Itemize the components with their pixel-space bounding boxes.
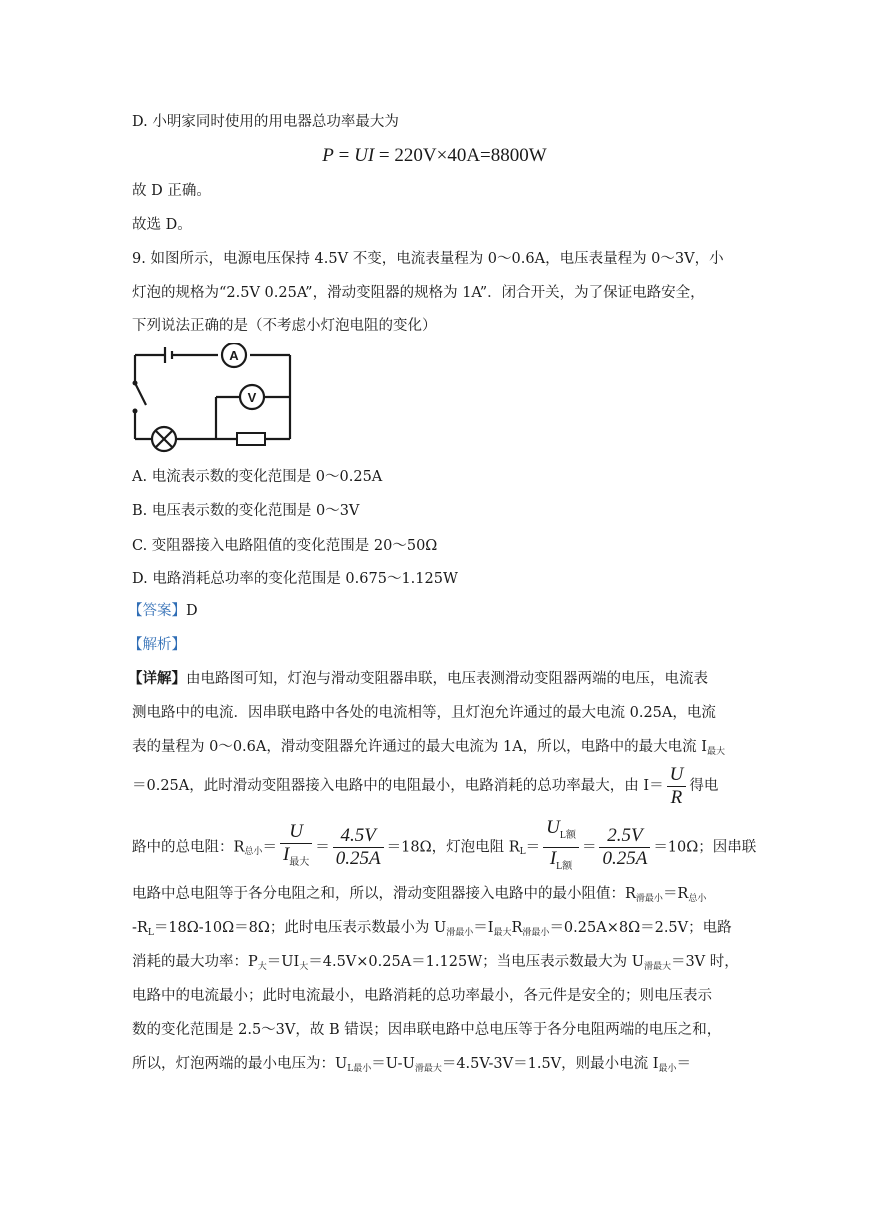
- choose-d: 故选 D。: [132, 217, 192, 233]
- question-text-1: 如图所示，电源电压保持 4.5V 不变，电流表量程为 0～0.6A，电压表量程为 0～3V，小: [150, 251, 724, 267]
- detail-line-9: 电路中的电流最小；此时电流最小，电路消耗的总功率最小，各元件是安全的；则电压表示: [132, 988, 712, 1004]
- detail-line-10: 数的变化范围是 2.5～3V，故 B 错误；因串联电路中总电压等于各分电阻两端的电压之和，: [132, 1022, 722, 1038]
- detail-text-5a: 路中的总电阻：R: [132, 839, 245, 856]
- question-number: 9.: [132, 251, 146, 267]
- option-c: C. 变阻器接入电路阻值的变化范围是 20～50Ω: [132, 538, 438, 554]
- ammeter-symbol: [222, 343, 246, 367]
- voltmeter-label: V: [247, 390, 257, 405]
- detail-line-6: 电路中总电阻等于各分电阻之和，所以，滑动变阻器接入电路中的最小阻值：$R_{滑最小}=R_{总小}$: [132, 886, 707, 904]
- formula-p: P: [322, 145, 334, 166]
- detail-line-5: 路中的总电阻：$R_{总小}=$ $\frac{U}{I_{最大}}$ ＝ $\frac{4.5V}{0.25A}$ ＝18Ω，灯泡电阻 $R_L=$ $\frac{U_{L额}}{I_{L额}}$ ＝ $\frac{2.5V}{0.25A}$ ＝10Ω；因串联: [132, 817, 756, 878]
- fraction-25v-over-025a: $\frac{2.5V}{0.25A}$: [599, 825, 650, 870]
- voltmeter-symbol: [240, 385, 264, 409]
- detail-text-1: 由电路图可知，灯泡与滑动变阻器串联，电压表测滑动变阻器两端的电压，电流表: [186, 671, 708, 687]
- detail-text-3: 表的量程为 0～0.6A，滑动变阻器允许通过的最大电流为 1A，所以，电路中的最大电流 I: [132, 739, 708, 755]
- answer-tag: 【答案】: [128, 603, 186, 619]
- switch-contact-bottom: [133, 409, 138, 414]
- lamp-symbol: [152, 427, 176, 451]
- circuit-diagram: [132, 343, 298, 461]
- answer-value: D: [186, 603, 198, 619]
- detail-line-8: 消耗的最大功率：$P_大=UI_大=4.5V\times 0.25A=1.125W$；当电压表示数最大为 $U_{滑最大}=3V$ 时，: [132, 954, 739, 972]
- rheostat-symbol: [237, 433, 265, 445]
- fraction-u-over-r: $\frac{U}{R}$: [667, 764, 687, 809]
- formula-ui: UI: [354, 145, 375, 166]
- detail-line-3: [132, 737, 725, 759]
- fraction-u-over-imax: $\frac{U}{I_{最大}}$: [280, 821, 312, 874]
- detail-line-2: 测电路中的电流．因串联电路中各处的电流相等，且灯泡允许通过的最大电流 0.25A，电流: [132, 705, 716, 721]
- question-line-3: 下列说法正确的是（不考虑小灯泡电阻的变化）: [132, 318, 437, 334]
- formula-eq: =: [333, 145, 355, 166]
- detail-line-11: 所以，灯泡两端的最小电压为：$U_{L最小}=U-U_{滑最大}=4.5V-3V=1.5V$，则最小电流 $I_{最小}=$: [132, 1056, 692, 1074]
- question-line-1: [132, 249, 724, 269]
- detail-text-4a: ＝0.25A，此时滑动变阻器接入电路中的电阻最小，电路消耗的总功率最大，由 I＝: [132, 778, 664, 794]
- option-b: B. 电压表示数的变化范围是 0～3V: [132, 503, 360, 519]
- switch-contact-top: [133, 381, 138, 386]
- formula-rhs: = 220V×40A=8800W: [374, 145, 547, 166]
- question-line-2: 灯泡的规格为“2.5V 0.25A”，滑动变阻器的规格为 1A”．闭合开关，为了保证电路安全，: [132, 285, 705, 301]
- conclusion-d: 故 D 正确。: [132, 183, 211, 199]
- ammeter-label: A: [229, 348, 239, 363]
- fraction-ul-over-il: $\frac{U_{L额}}{I_{L额}}$: [543, 817, 579, 878]
- option-d: D. 电路消耗总功率的变化范围是 0.675～1.125W: [132, 571, 458, 587]
- detail-text-4b: 得电: [689, 778, 719, 794]
- detail-tag: 【详解】: [128, 670, 186, 687]
- detail-line-1: [128, 669, 708, 689]
- switch-blade: [135, 383, 146, 405]
- prev-option-d: D. 小明家同时使用的用电器总功率最大为: [132, 114, 399, 130]
- detail-line-7: $-R_L=18\Omega-10\Omega=8\Omega$；此时电压表示数最小为 $U_{滑最小}=I_{最大}R_{滑最小}=0.25A\times 8\Omega=2.5V$；电路: [132, 920, 732, 938]
- power-formula: [0, 145, 869, 167]
- analysis-tag: 【解析】: [128, 637, 186, 653]
- option-a: A. 电流表示数的变化范围是 0～0.25A: [132, 469, 383, 485]
- subscript-max: 最大: [707, 747, 726, 757]
- fraction-45v-over-025a: $\frac{4.5V}{0.25A}$: [333, 825, 384, 870]
- detail-line-4: [132, 763, 718, 809]
- answer-line: [128, 601, 198, 621]
